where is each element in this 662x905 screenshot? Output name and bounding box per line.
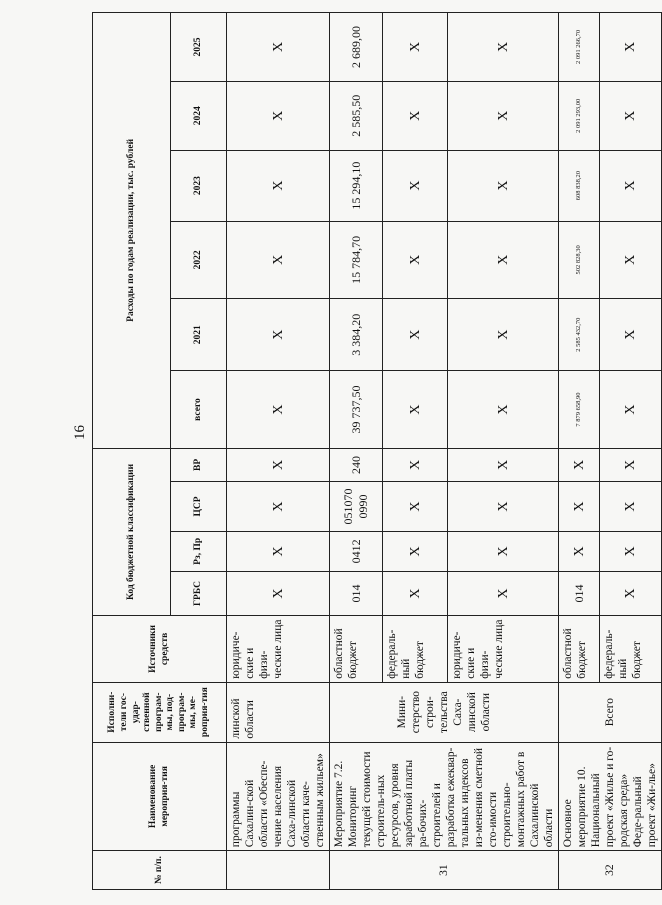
cell-2024: 2 091 293,00 bbox=[559, 81, 600, 150]
cell-2024: 2 585,50 bbox=[330, 81, 383, 150]
cell-mark: X bbox=[227, 571, 330, 615]
cell-mark: X bbox=[559, 531, 600, 571]
cell-mark: X bbox=[448, 531, 559, 571]
budget-table bbox=[92, 12, 662, 890]
cell-mark: X bbox=[382, 221, 447, 299]
cell-name: Основное мероприятие 10. Национальный проект «Жилье и го-родская среда» Феде-ральный проект «Жи-лье» bbox=[559, 742, 662, 851]
cell-2023: 15 294,10 bbox=[330, 150, 383, 221]
table-row bbox=[559, 13, 600, 890]
cell-mark: X bbox=[382, 299, 447, 371]
table-row bbox=[330, 13, 383, 890]
cell-mark: X bbox=[448, 13, 559, 82]
cell-source: юридиче-ские и физи-ческие лица bbox=[448, 616, 559, 683]
table-row bbox=[227, 13, 330, 890]
cell-mark: X bbox=[382, 81, 447, 150]
cell-mark: X bbox=[382, 571, 447, 615]
cell-vr: 240 bbox=[330, 448, 383, 481]
cell-no bbox=[227, 851, 330, 890]
cell-mark: X bbox=[600, 221, 662, 299]
cell-2021: 3 384,20 bbox=[330, 299, 383, 371]
cell-mark: X bbox=[448, 371, 559, 449]
cell-rzpr: 0412 bbox=[330, 531, 383, 571]
cell-2021: 2 585 432,70 bbox=[559, 299, 600, 371]
cell-executor: Мини-стерство строи-тельства Саха-линской области bbox=[330, 682, 559, 742]
page-number: 16 bbox=[72, 425, 88, 440]
cell-mark: X bbox=[600, 299, 662, 371]
cell-mark: X bbox=[227, 448, 330, 481]
header-2022: 2022 bbox=[171, 221, 227, 299]
cell-total: 39 737,50 bbox=[330, 371, 383, 449]
cell-source: областной бюджет bbox=[559, 616, 600, 683]
cell-total: 7 879 658,90 bbox=[559, 371, 600, 449]
header-vr: ВР bbox=[171, 448, 227, 481]
cell-mark: X bbox=[448, 81, 559, 150]
cell-source: областной бюджет bbox=[330, 616, 383, 683]
header-name: Наименование мероприя-тия bbox=[93, 742, 227, 851]
cell-2025: 2 091 266,70 bbox=[559, 13, 600, 82]
cell-executor: линской области bbox=[227, 682, 330, 742]
cell-name: программы Сахалин-ской области «Обеспе-чение населения Саха-линской области каче-ственным жильем» bbox=[227, 742, 330, 851]
header-2021: 2021 bbox=[171, 299, 227, 371]
cell-mark: X bbox=[382, 482, 447, 532]
header-2024: 2024 bbox=[171, 81, 227, 150]
cell-source: федераль-ный бюджет bbox=[382, 616, 447, 683]
cell-mark: X bbox=[227, 221, 330, 299]
cell-mark: X bbox=[600, 448, 662, 481]
cell-grbs: 014 bbox=[330, 571, 383, 615]
cell-mark: X bbox=[448, 299, 559, 371]
cell-mark: X bbox=[227, 531, 330, 571]
cell-mark: X bbox=[448, 448, 559, 481]
cell-2022: 15 784,70 bbox=[330, 221, 383, 299]
cell-mark: X bbox=[448, 221, 559, 299]
cell-2025: 2 689,00 bbox=[330, 13, 383, 82]
cell-no: 31 bbox=[330, 851, 559, 890]
cell-mark: X bbox=[448, 571, 559, 615]
cell-2023: 608 838,20 bbox=[559, 150, 600, 221]
cell-mark: X bbox=[600, 13, 662, 82]
header-2023: 2023 bbox=[171, 150, 227, 221]
header-expenses: Расходы по годам реализации, тыс. рублей bbox=[93, 13, 171, 449]
cell-mark: X bbox=[227, 150, 330, 221]
cell-mark: X bbox=[559, 448, 600, 481]
cell-source: юридиче-ские и физи-ческие лица bbox=[227, 616, 330, 683]
cell-mark: X bbox=[600, 531, 662, 571]
cell-source: федераль-ный бюджет bbox=[600, 616, 662, 683]
header-executor: Исполни-тели гос-удар-ственной програм-мы, под-програм-мы, ме-роприя-тия bbox=[93, 682, 227, 742]
cell-mark: X bbox=[600, 150, 662, 221]
rotated-table-container bbox=[92, 12, 659, 890]
header-source: Источники средств bbox=[93, 616, 227, 683]
cell-mark: X bbox=[382, 150, 447, 221]
cell-mark: X bbox=[382, 13, 447, 82]
cell-mark: X bbox=[448, 482, 559, 532]
cell-mark: X bbox=[600, 482, 662, 532]
cell-mark: X bbox=[382, 531, 447, 571]
cell-mark: X bbox=[382, 371, 447, 449]
cell-mark: X bbox=[227, 482, 330, 532]
cell-mark: X bbox=[600, 571, 662, 615]
cell-executor: Всего bbox=[559, 682, 662, 742]
cell-2022: 502 828,30 bbox=[559, 221, 600, 299]
cell-mark: X bbox=[227, 299, 330, 371]
header-total: всего bbox=[171, 371, 227, 449]
cell-mark: X bbox=[559, 482, 600, 532]
header-2025: 2025 bbox=[171, 13, 227, 82]
header-budget-code: Код бюджетной классификации bbox=[93, 448, 171, 615]
header-rzpr: Рз, Пр bbox=[171, 531, 227, 571]
cell-name: Мероприятие 7.2. Мониторинг текущей стоимости строитель-ных ресурсов, уровня заработной платы ра-бочих-строителей и разработка ежеквар-тальных индексов из-менения сметной сто-имости строительно-монтажных работ в Сахалинской области bbox=[330, 742, 559, 851]
cell-csr: 051070 0990 bbox=[330, 482, 383, 532]
cell-mark: X bbox=[600, 81, 662, 150]
cell-mark: X bbox=[600, 371, 662, 449]
cell-no: 32 bbox=[559, 851, 662, 890]
cell-mark: X bbox=[227, 81, 330, 150]
cell-grbs: 014 bbox=[559, 571, 600, 615]
header-grbs: ГРБС bbox=[171, 571, 227, 615]
cell-mark: X bbox=[382, 448, 447, 481]
header-csr: ЦСР bbox=[171, 482, 227, 532]
cell-mark: X bbox=[448, 150, 559, 221]
cell-mark: X bbox=[227, 371, 330, 449]
cell-mark: X bbox=[227, 13, 330, 82]
header-no: № п/п. bbox=[93, 851, 227, 890]
